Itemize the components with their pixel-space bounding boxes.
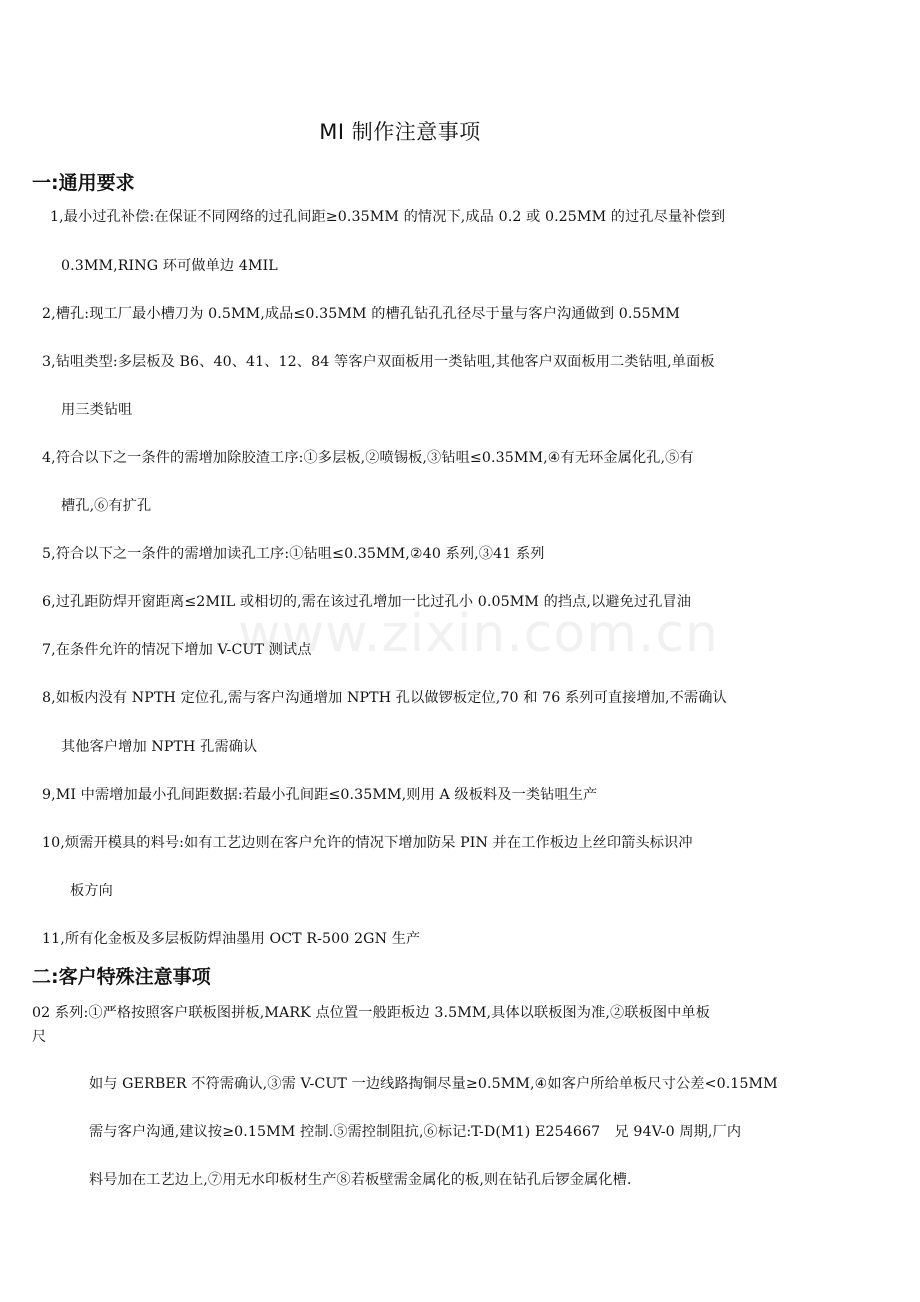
watermark: www.zixin.com.cn: [238, 604, 719, 664]
list-item: 其他客户增加 NPTH 孔需确认: [61, 739, 258, 755]
list-item: 料号加在工艺边上,⑦用无水印板材生产⑧若板壁需金属化的板,则在钻孔后锣金属化槽.: [89, 1172, 632, 1188]
list-item: 1,最小过孔补偿:在保证不同网络的过孔间距≥0.35MM 的情况下,成品 0.2 或 0.25MM 的过孔尽量补偿到: [50, 209, 726, 225]
list-item: 如与 GERBER 不符需确认,③需 V-CUT 一边线路掏铜尽量≥0.5MM,④如客户所给单板尺寸公差<0.15MM: [89, 1076, 778, 1092]
list-item: 5,符合以下之一条件的需增加读孔工序:①钻咀≤0.35MM,②40 系列,③41 系列: [42, 546, 545, 562]
list-item: 9,MI 中需增加最小孔间距数据:若最小孔间距≤0.35MM,则用 A 级板料及一类钻咀生产: [42, 787, 598, 803]
list-item: 10,烦需开模具的料号:如有工艺边则在客户允许的情况下增加防呆 PIN 并在工作板边上丝印箭头标识冲: [42, 835, 693, 851]
page-title: MI 制作注意事项: [319, 120, 481, 144]
list-item: 尺: [32, 1029, 47, 1045]
list-item: 3,钻咀类型:多层板及 B6、40、41、12、84 等客户双面板用一类钻咀,其他客户双面板用二类钻咀,单面板: [42, 354, 715, 370]
list-item: 槽孔,⑥有扩孔: [61, 498, 152, 514]
list-item: 需与客户沟通,建议按≥0.15MM 控制.⑤需控制阻抗,⑥标记:T-D(M1) E254667 兄 94V-0 周期,厂内: [89, 1124, 742, 1140]
list-item: 2,槽孔:现工厂最小槽刀为 0.5MM,成品≤0.35MM 的槽孔钻孔孔径尽于量与客户沟通做到 0.55MM: [42, 306, 680, 322]
list-item: 02 系列:①严格按照客户联板图拼板,MARK 点位置一般距板边 3.5MM,具体以联板图为准,②联板图中单板: [32, 1005, 711, 1021]
list-item: 4,符合以下之一条件的需增加除胶渣工序:①多层板,②喷锡板,③钻咀≤0.35MM,④有无环金属化孔,⑤有: [42, 450, 694, 466]
list-item: 板方向: [70, 883, 113, 899]
section-heading-customer: 二:客户特殊注意事项: [32, 966, 211, 988]
list-item: 用三类钻咀: [61, 402, 133, 418]
list-item: 11,所有化金板及多层板防焊油墨用 OCT R-500 2GN 生产: [42, 931, 421, 947]
list-item: 7,在条件允许的情况下增加 V-CUT 测试点: [42, 642, 312, 658]
list-item: 8,如板内没有 NPTH 定位孔,需与客户沟通增加 NPTH 孔以做锣板定位,70 和 76 系列可直接增加,不需确认: [42, 690, 727, 706]
list-item: 0.3MM,RING 环可做单边 4MIL: [61, 258, 278, 274]
list-item: 6,过孔距防焊开窗距离≤2MIL 或相切的,需在该过孔增加一比过孔小 0.05MM 的挡点,以避免过孔冒油: [42, 594, 692, 610]
section-heading-general: 一:通用要求: [32, 172, 135, 194]
